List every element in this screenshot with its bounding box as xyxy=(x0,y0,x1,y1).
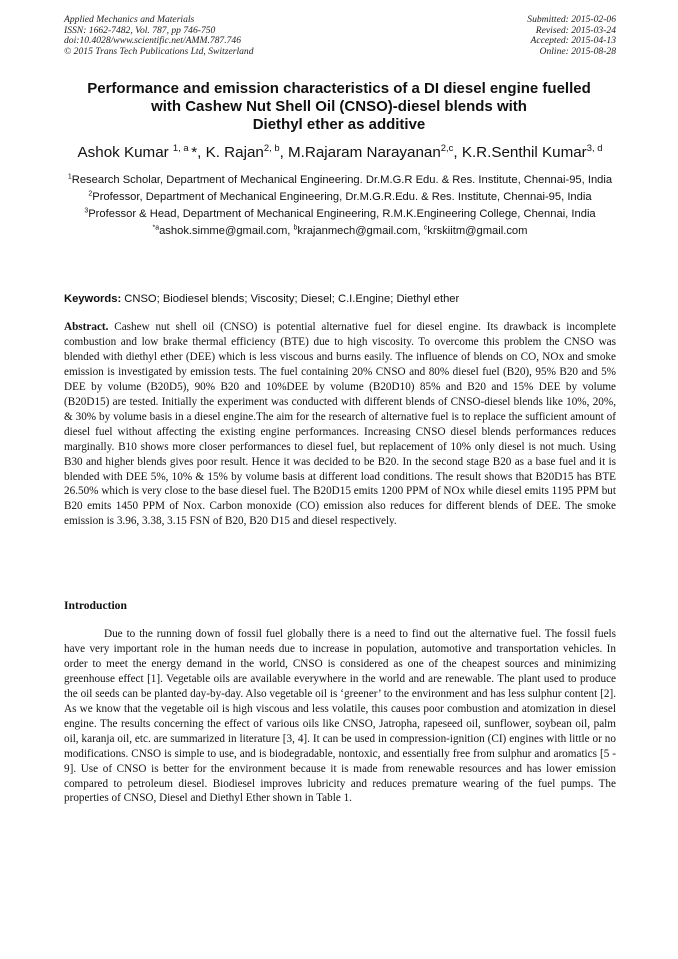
publication-dates xyxy=(527,15,616,57)
affiliation xyxy=(60,173,620,188)
author-affiliation-mark: 1, a xyxy=(172,141,192,153)
affiliations xyxy=(60,173,620,241)
submitted-date: Submitted: 2015-02-06 xyxy=(527,14,616,25)
email-address: krskiitm@gmail.com xyxy=(427,225,528,237)
affiliation-text: Professor & Head, Department of Mechanical Engineering, R.M.K.Engineering College, Chennai, India xyxy=(88,208,596,220)
abstract xyxy=(64,320,616,529)
abstract-text: Cashew nut shell oil (CNSO) is potential alternative fuel for diesel engine. Its drawback is incomplete combustion and low brake thermal efficiency (BTE) due to high viscosity. To overcome this problem the CNSO was blended with diethyl ether (DEE) which is less viscous and burns easily. The influence of blends on CO, NOx and smoke emission is investigated by emission tests. The fuel containing 20% CNSO and 80% diesel fuel (B20), 95% B20 and 5% DEE by volume (B20D5), 90% B20 and 10%DEE by volume (B20D10) 85% and B20 and 15% DEE by volume (B20D15) are tested. Initially the experiment was conducted with different blends of CNSO-diesel blends like 10%, 20%, & 30% by volume basis in a diesel engine.The aim for the research of alternative fuel is to replace the sufficient amount of diesel fuel without affecting the existing engine performances. Increasing CNSO diesel blends performances reduces marginally. B10 shows more closer performances to diesel fuel, but replacement of 10% only diesel is not much. Using B30 and higher blends gives poor result. Hence it was decided to be B20. In the second stage B20 as a base fuel and it is blended with DEE 5%, 10% & 15% by volume basis at different load conditions. The result shows that B20D15 has BTE 26.50% which is very close to the base diesel fuel. The B20D15 emits 1200 PPM of NOx while diesel emits 1195 PPM but B20 emits 1450 PPM of Nox. Carbon monoxide (CO) emission also reduces for different blends of DEE. The smoke emission is 3.96, 3.38, 3.15 FSN of B20, B20 D15 and diesel respectively. xyxy=(64,321,616,528)
journal-name: Applied Mechanics and Materials xyxy=(64,14,195,25)
title-line: with Cashew Nut Shell Oil (CNSO)-diesel blends with xyxy=(151,98,527,115)
author-name: Ashok Kumar xyxy=(77,144,173,161)
copyright-line: © 2015 Trans Tech Publications Ltd, Switzerland xyxy=(64,45,254,57)
author-name: M.Rajaram Narayanan xyxy=(288,144,441,161)
author-separator: *, xyxy=(191,144,206,161)
revised-date: Revised: 2015-03-24 xyxy=(535,24,616,36)
title-line: Performance and emission characteristics of a DI diesel engine fuelled xyxy=(87,80,591,97)
email-line xyxy=(60,224,620,239)
author-affiliation-mark: 3, d xyxy=(586,141,603,153)
introduction-heading: Introduction xyxy=(64,599,127,612)
author-affiliation-mark: 2, b xyxy=(263,141,280,153)
paper-title xyxy=(40,80,638,134)
email-address: ashok.simme@gmail.com, xyxy=(159,225,294,237)
email-mark: *a xyxy=(152,224,160,232)
email-address: krajanmech@gmail.com, xyxy=(297,225,424,237)
abstract-label: Abstract. xyxy=(64,321,109,333)
affiliation xyxy=(60,207,620,222)
email-mark: c xyxy=(423,224,428,232)
affiliation-text: Research Scholar, Department of Mechanical Engineering. Dr.M.G.R Edu. & Res. Institute, Chennai-95, India xyxy=(71,174,613,186)
author-list xyxy=(20,141,660,162)
doi-line: doi:10.4028/www.scientific.net/AMM.787.746 xyxy=(64,35,242,47)
affiliation-number: 3 xyxy=(84,207,89,215)
online-date: Online: 2015-08-28 xyxy=(539,45,616,57)
accepted-date: Accepted: 2015-04-13 xyxy=(530,35,616,47)
keywords-label: Keywords: xyxy=(64,293,122,305)
journal-info xyxy=(64,15,254,57)
affiliation-text: Professor, Department of Mechanical Engineering, Dr.M.G.R.Edu. & Res. Institute, Chennai-95, India xyxy=(92,191,592,203)
introduction-paragraph: Due to the running down of fossil fuel globally there is a need to find out the alternative fuel. The fossil fuels have very important role in the human needs due to increase in population, automotive and transportation vehicles. In order to meet the energy demand in the world, CNSO is considered as one of the cheapest sources and minimizing greenhouse effect [1]. Vegetable oils are available everywhere in the world and are renewable. The plant used to produce the oil seeds can be planted day-by-day. Also vegetable oil is ‘greener’ to the environment and has less sulphur content [2]. As we know that the vegetable oil is high viscous and less volatile, this causes poor combustion and atomization in diesel engine. The results concerning the effect of various oils like CNSO, Jatropha, rapeseed oil, sunflower, soybean oil, palm oil, karanja oil, etc. are summarized in literature [3, 4]. It can be used in compression-ignition (CI) engines with little or no modifications. CNSO is simple to use, and is biodegradable, nontoxic, and essentially free from sulphur and aromatics [5 - 9]. Use of CNSO is better for the environment because it is made from renewable resources and has lower emission compared to petroleum diesel. Biodiesel improves lubricity and reduces premature wearing of the fuel pumps. The properties of CNSO, Diesel and Diethyl Ether shown in Table 1. xyxy=(64,628,616,805)
keywords xyxy=(64,292,619,306)
author-affiliation-mark: 2,c xyxy=(440,141,454,153)
keywords-text: CNSO; Biodiesel blends; Viscosity; Diesel; C.I.Engine; Diethyl ether xyxy=(121,293,460,305)
affiliation-number: 2 xyxy=(88,190,93,198)
author-separator: , xyxy=(279,144,289,161)
affiliation-number: 1 xyxy=(67,173,72,181)
affiliation xyxy=(60,190,620,205)
author-separator: , xyxy=(453,144,462,161)
issn-line: ISSN: 1662-7482, Vol. 787, pp 746-750 xyxy=(64,24,216,36)
author-name: K.R.Senthil Kumar xyxy=(461,144,587,161)
title-line: Diethyl ether as additive xyxy=(252,116,426,133)
author-name: K. Rajan xyxy=(205,144,264,161)
email-mark: b xyxy=(293,224,298,232)
